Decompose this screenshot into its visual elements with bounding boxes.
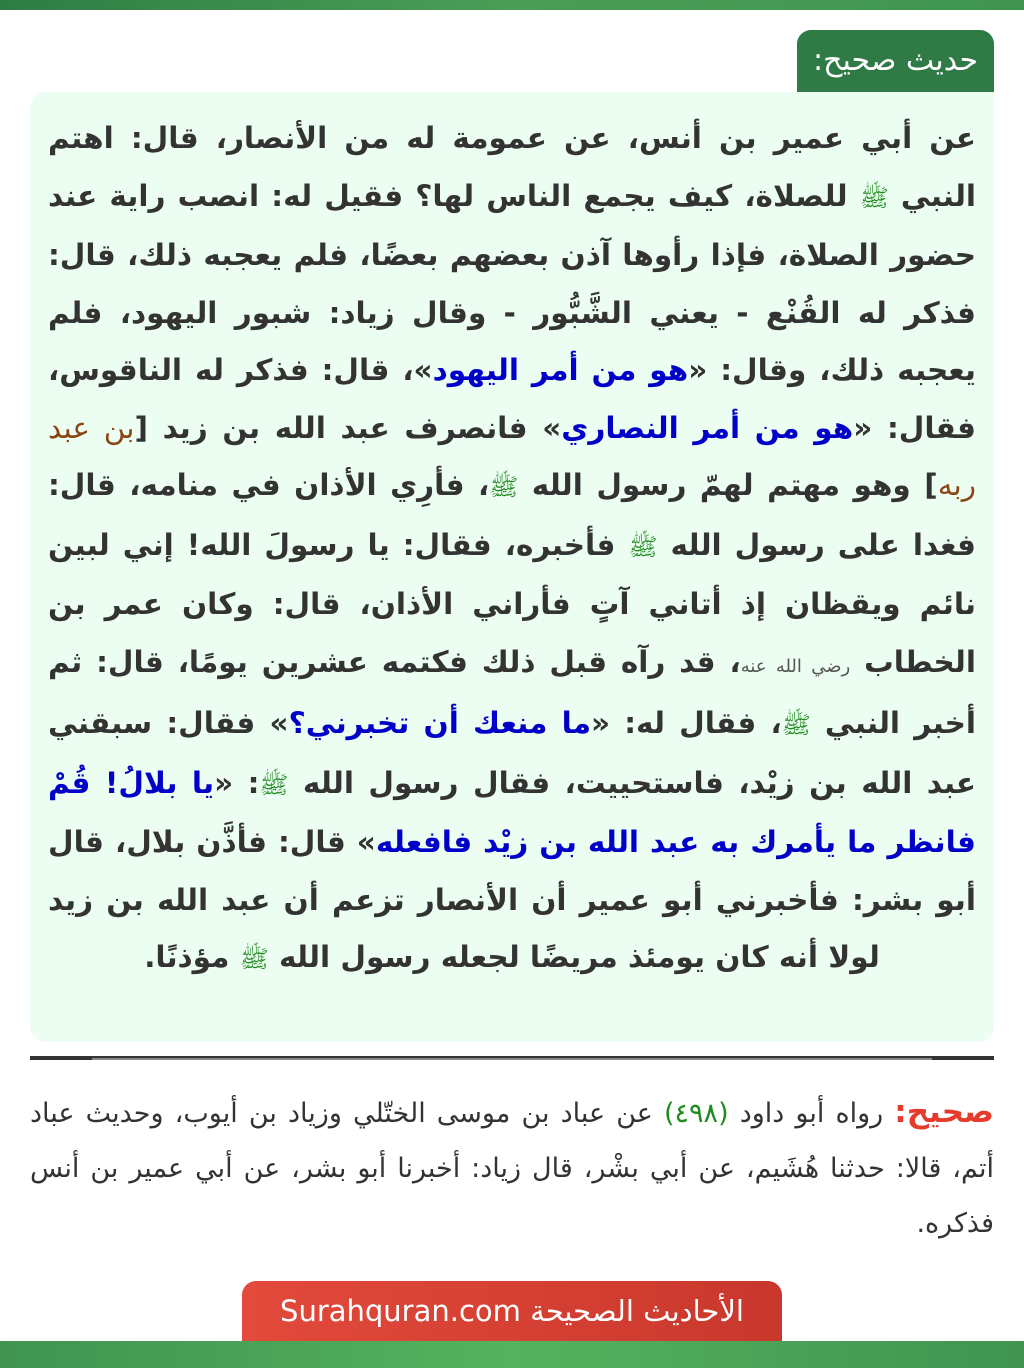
grade-text-after-ref: عن عباد بن موسى الختّلي وزياد بن أيوب، وحديث عباد أتم، قالا: حدثنا هُشَيم، عن أبي بشْر، قال زياد: أخبرنا أبو بشر، عن أبي عمير بن أنس فذكره. xyxy=(30,1098,994,1239)
salawat-icon: ﷺ xyxy=(489,473,519,501)
grading-block xyxy=(30,1085,994,1251)
grade-text-before-ref: رواه أبو داود xyxy=(728,1098,895,1129)
prophet-quote: يا بلالُ! قُمْ فانظر ما يأمرك به عبد الله بن زيْد فافعله xyxy=(48,765,976,859)
hadith-text-segment: ، فأرِي الأذان في منامه، قال: فغدا على رسول الله xyxy=(48,468,976,562)
section-divider xyxy=(30,1056,994,1060)
hadith-text-segment: » فانصرف عبد الله بن زيد [ xyxy=(134,410,562,445)
hadith-text-segment: ] وهو مهتم لهمّ رسول الله xyxy=(518,468,938,502)
hadith-body xyxy=(48,110,976,989)
site-brand-badge[interactable] xyxy=(242,1281,782,1341)
salawat-icon: ﷺ xyxy=(259,770,289,799)
hadith-status-tab xyxy=(797,30,994,92)
salawat-icon: ﷺ xyxy=(781,711,811,739)
hadith-text-segment: ، فقال له: « xyxy=(590,706,782,740)
hadith-text-segment: »، قال: فذكر له الناقوس، فقال: « xyxy=(48,353,976,445)
hadith-status-label: حديث صحيح: xyxy=(813,43,978,78)
hadith-text-segment: للصلاة، كيف يجمع الناس لها؟ فقيل له: انصب راية عند حضور الصلاة، فإذا رأوها آذن بعضهم بعضًا، فلم يعجبه ذلك، قال: فذكر له القُنْع - يعني الشَّبُّور - وقال زياد: شبور اليهود، فلم يعجبه ذلك، وقال: « xyxy=(48,178,977,387)
hadith-text-segment: » قال: فأذَّن بلال، قال أبو بشر: فأخبرني أبو عمير أن الأنصار تزعم أن عبد الله بن زيد لولا أنه كان يومئذ مريضًا لجعله رسول الله xyxy=(48,825,976,974)
hadith-text-segment: » فقال: سبقني عبد الله بن زيْد، فاستحييت، فقال رسول الله xyxy=(48,706,977,800)
hadith-text-segment: مؤذنًا. xyxy=(144,940,240,974)
hadith-text-box xyxy=(30,92,994,1042)
hadith-text-segment: : « xyxy=(214,765,260,800)
prophet-quote: هو من أمر اليهود xyxy=(432,353,689,387)
salawat-icon: ﷺ xyxy=(859,183,889,212)
salawat-icon: ﷺ xyxy=(628,532,658,561)
salawat-icon: ﷺ xyxy=(239,945,269,973)
prophet-quote: هو من أمر النصاري xyxy=(561,410,854,445)
hadith-text-segment: ، قد رآه قبل ذلك فكتمه عشرين يومًا، قال: ثم أخبر النبي xyxy=(48,644,976,740)
hadith-text-segment: عن أبي عمير بن أنس، عن عمومة له من الأنصار، قال: اهتم النبي xyxy=(48,121,977,213)
grade-label: صحيح: xyxy=(894,1094,994,1130)
bottom-green-bar xyxy=(0,1341,1024,1368)
section-divider-inner xyxy=(92,1058,932,1060)
bracket-note: بن عبد ربه xyxy=(48,410,977,502)
top-green-bar xyxy=(0,0,1024,10)
grade-reference-number: (٤٩٨) xyxy=(664,1098,729,1129)
hadith-text-segment: فأخبره، فقال: يا رسولَ الله! إني لبين نائم ويقظان إذ أتاني آتٍ فأراني الأذان، قال: وكان عمر بن الخطاب xyxy=(48,527,976,679)
radiyallahu-anhu-icon: رضي الله عنه xyxy=(740,655,851,677)
prophet-quote: ما منعك أن تخبرني؟ xyxy=(288,706,591,740)
site-brand-text[interactable]: الأحاديث الصحيحة Surahquran.com xyxy=(280,1294,744,1328)
